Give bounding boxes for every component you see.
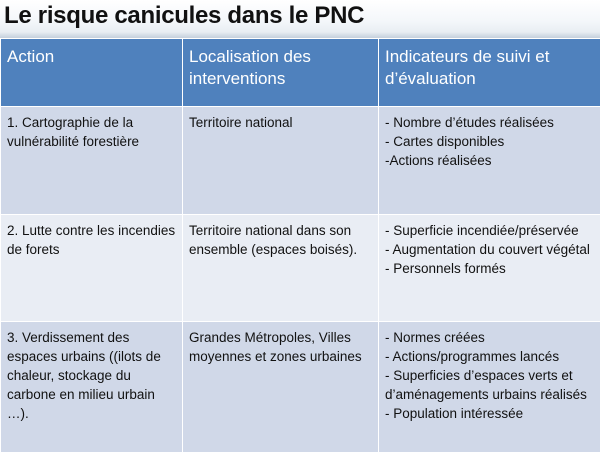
action-cell: 2. Lutte contre les incendies de forets xyxy=(1,215,183,322)
action-cell: 1. Cartographie de la vulnérabilité forestière xyxy=(1,107,183,215)
header-indicateurs: Indicateurs de suivi et d’évaluation xyxy=(379,39,600,107)
indicator-item: - Actions/programmes lancés xyxy=(385,347,594,366)
slide-title: Le risque canicules dans le PNC xyxy=(4,2,364,30)
indicateurs-cell xyxy=(379,215,600,322)
indicator-item: - Population intéressée xyxy=(385,404,594,423)
indicator-item: - Superficies d’espaces verts et d’aménagements urbains réalisés xyxy=(385,366,594,404)
indicator-item: - Personnels formés xyxy=(385,259,594,278)
indicator-list xyxy=(385,221,594,278)
indicateurs-cell xyxy=(379,322,600,453)
table-row xyxy=(1,107,600,215)
indicator-item: - Augmentation du couvert végétal xyxy=(385,240,594,259)
table-row xyxy=(1,215,600,322)
table-row xyxy=(1,322,600,453)
indicator-item: - Cartes disponibles xyxy=(385,132,594,151)
localisation-cell: Grandes Métropoles, Villes moyennes et zones urbaines xyxy=(183,322,379,453)
indicator-list xyxy=(385,113,594,170)
action-cell: 3. Verdissement des espaces urbains ((ilots de chaleur, stockage du carbone en milieu urbain …). xyxy=(1,322,183,453)
actions-table xyxy=(0,38,600,453)
indicator-item: - Normes créées xyxy=(385,328,594,347)
indicator-list xyxy=(385,328,594,423)
table-header-row xyxy=(1,39,600,107)
localisation-cell: Territoire national dans son ensemble (espaces boisés). xyxy=(183,215,379,322)
indicator-item: - Superficie incendiée/préservée xyxy=(385,221,594,240)
header-localisation: Localisation des interventions xyxy=(183,39,379,107)
indicateurs-cell xyxy=(379,107,600,215)
title-band xyxy=(0,0,600,38)
indicator-item: -Actions réalisées xyxy=(385,151,594,170)
localisation-cell: Territoire national xyxy=(183,107,379,215)
header-action: Action xyxy=(1,39,183,107)
indicator-item: - Nombre d’études réalisées xyxy=(385,113,594,132)
